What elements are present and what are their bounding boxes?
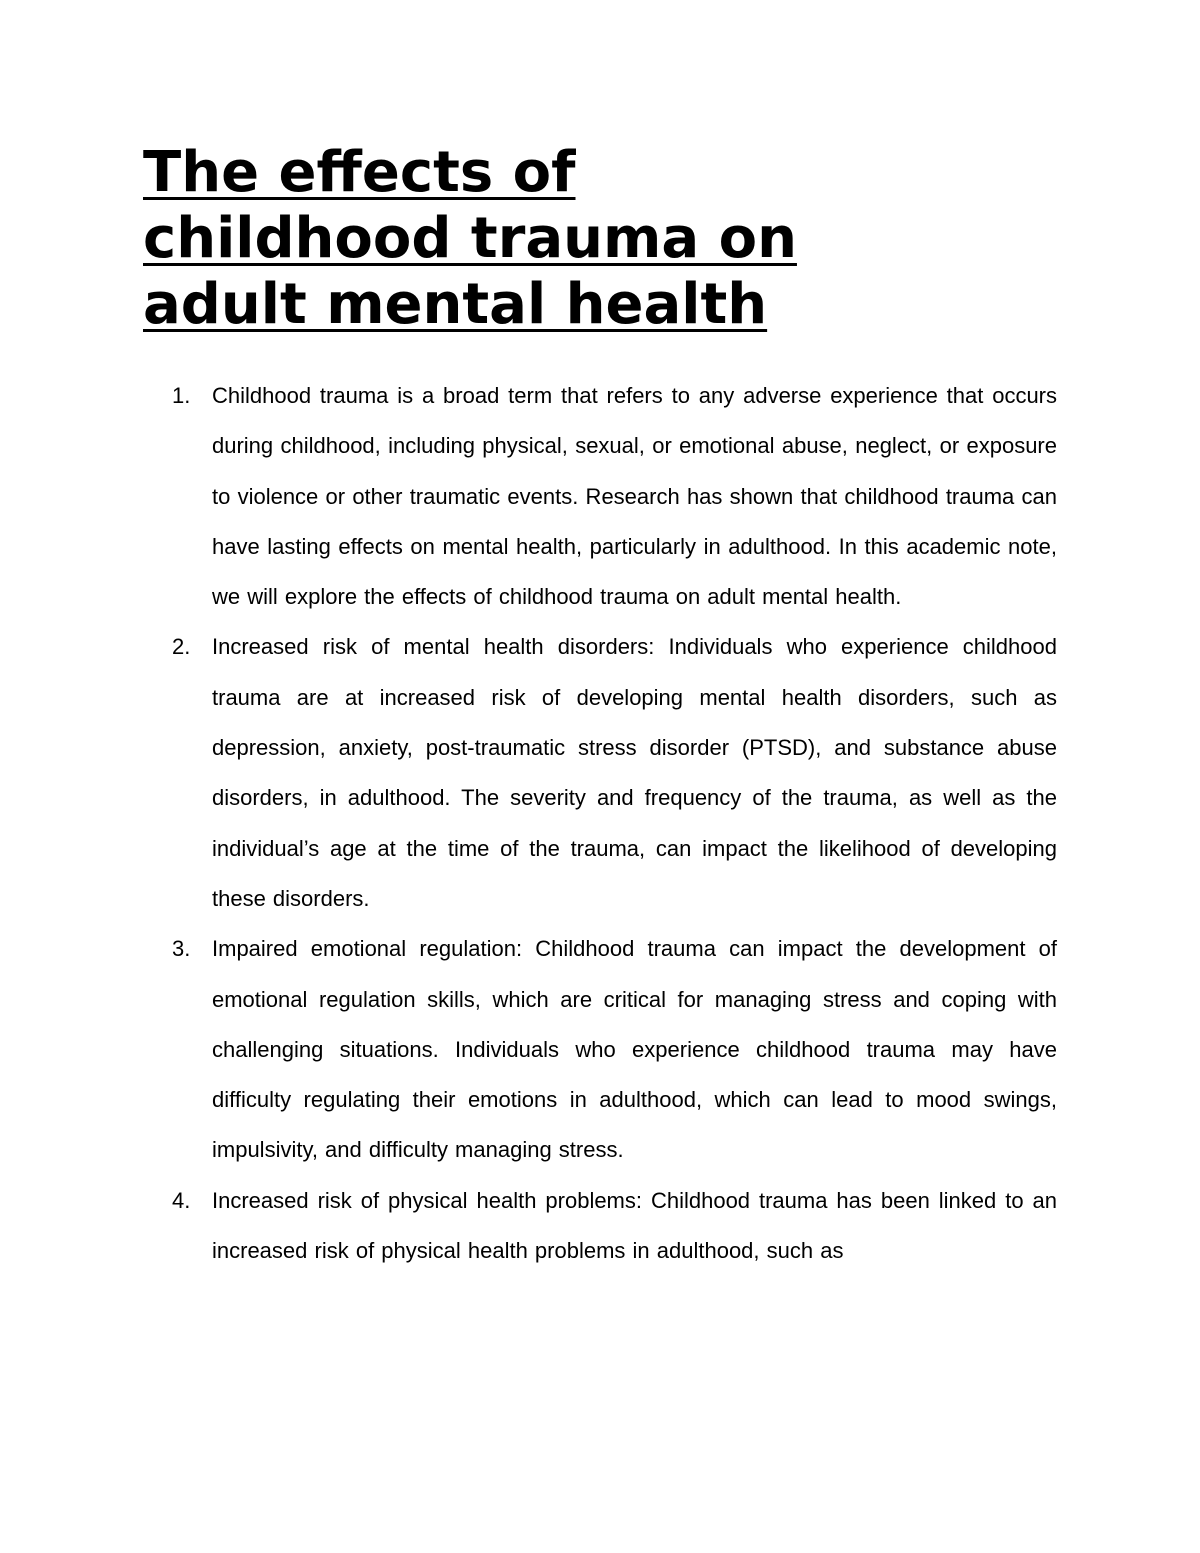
list-item	[172, 1176, 1057, 1277]
list-item-number: 2.	[172, 634, 191, 660]
list-item-number: 1.	[172, 383, 191, 408]
list-item-text: Impaired emotional regulation: Childhood trauma can impact the development of emotional regulation skills, which are critical for managing stress and coping with challenging situations. Individuals who experience childhood trauma may have difficulty regulating their emotions in adulthood, which can lead to mood swings, impulsivity, and difficulty managing stress.	[212, 936, 1057, 1163]
list-item	[172, 924, 1057, 1175]
list-item	[172, 371, 1057, 622]
list-item-text: Childhood trauma is a broad term that refers to any adverse experience that occurs during childhood, including physical, sexual, or emotional abuse, neglect, or exposure to violence or other traumatic events. Research has shown that childhood trauma can have lasting effects on mental health, particularly in adulthood. In this academic note, we will explore the effects of childhood trauma on adult mental health.	[212, 383, 1057, 610]
document-title: The effects of childhood trauma on adult mental health	[143, 140, 797, 337]
list-item-number: 4.	[172, 1187, 191, 1213]
list-item-text: Increased risk of mental health disorders: Individuals who experience childhood trauma are at increased risk of developing mental health disorders, such as depression, anxiety, post-traumatic stress disorder (PTSD), and substance abuse disorders, in adulthood. The severity and frequency of the trauma, as well as the individual’s age at the time of the trauma, can impact the likelihood of developing these disorders.	[212, 634, 1057, 911]
list-item	[172, 622, 1057, 924]
list-item-number: 3.	[172, 936, 191, 962]
list-item-text: Increased risk of physical health problems: Childhood trauma has been linked to an increased risk of physical health problems in adulthood, such as	[212, 1187, 1057, 1264]
numbered-list	[172, 371, 1057, 1276]
